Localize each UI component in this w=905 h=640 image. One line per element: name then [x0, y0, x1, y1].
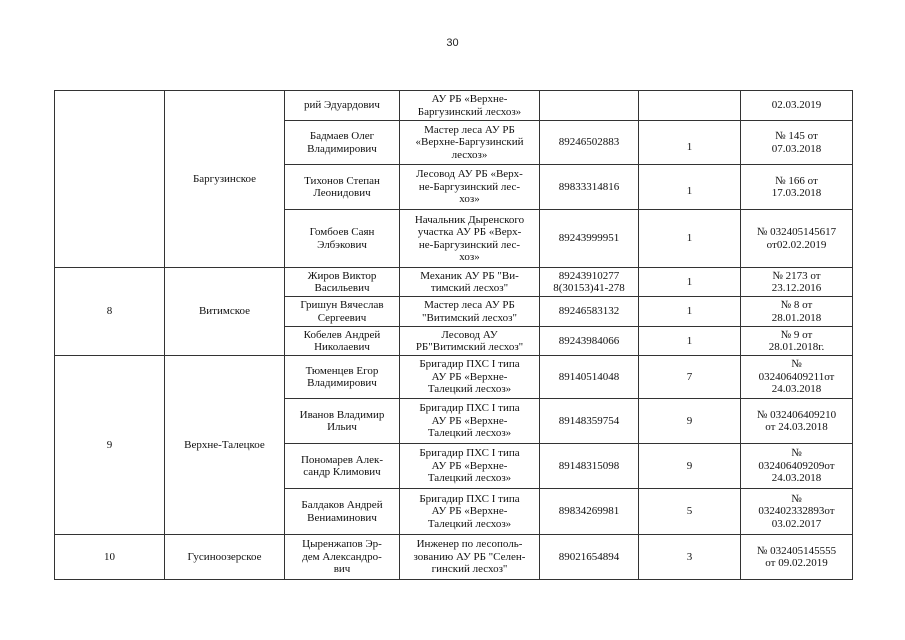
order-cell-line: № 166 от: [775, 174, 818, 187]
order-cell-line: № 8 от: [780, 299, 813, 311]
phone-cell-line: 89243999951: [558, 232, 620, 245]
phone-cell: [540, 121, 639, 165]
employee-name-cell-line: Тихонов Степан: [304, 174, 380, 187]
employee-name-cell-line: Кобелев Андрей: [303, 328, 381, 341]
employee-name-cell-line: Васильевич: [314, 282, 370, 294]
phone-cell-line: 89140514048: [558, 370, 620, 383]
staff-table: [54, 90, 853, 580]
position-cell: [400, 121, 540, 165]
order-cell-line: № 145 от: [775, 130, 818, 142]
position-cell-line: Бригадир ПХС I типа: [419, 492, 520, 505]
phone-cell: [540, 268, 639, 297]
employee-name-cell-line: Леонидович: [313, 187, 371, 199]
phone-cell: [540, 297, 639, 327]
position-cell-line: АУ РБ «Верхне-: [431, 505, 508, 518]
phone-cell: [540, 210, 639, 268]
phone-cell-line: 89246583132: [558, 305, 620, 318]
position-cell: [400, 327, 540, 356]
position-cell: [400, 165, 540, 210]
phone-cell-line: 89243910277: [558, 269, 620, 282]
table-row: [55, 535, 853, 580]
employee-name-cell-line: Владимирович: [307, 377, 377, 389]
employee-name-cell-line: Гомбоев Саян: [309, 226, 375, 238]
position-cell-line: АУ РБ «Верхне-: [431, 459, 508, 472]
employee-name-cell: [285, 356, 400, 399]
employee-name-cell-line: Цыренжапов Эр-: [302, 538, 382, 551]
employee-name-cell-line: Жиров Виктор: [307, 269, 377, 282]
district-cell: Баргузинское: [165, 91, 285, 268]
group-number-cell: [55, 91, 165, 268]
order-cell-line: от02.02.2019: [766, 238, 827, 251]
employee-name-cell-line: Вениаминович: [307, 511, 377, 524]
position-cell-line: Механик АУ РБ "Ви-: [420, 269, 519, 282]
employee-name-cell-line: Иванов Владимир: [299, 408, 385, 421]
position-cell-line: гинский лесхоз": [431, 563, 508, 576]
employee-name-cell: [285, 327, 400, 356]
order-cell-line: 28.01.2018г.: [768, 341, 825, 353]
employee-name-cell-line: Ильич: [327, 421, 357, 433]
order-cell-line: № 032405145555: [756, 544, 837, 557]
order-cell: [741, 268, 853, 297]
order-cell: [741, 489, 853, 535]
position-cell-line: АУ РБ «Верхне-: [431, 370, 508, 383]
table-row: [55, 268, 853, 297]
count-cell: 3: [639, 535, 741, 580]
position-cell-line: Талецкий лесхоз»: [427, 427, 512, 440]
employee-name-cell: [285, 535, 400, 580]
district-cell: Витимское: [165, 268, 285, 356]
position-cell-line: участка АУ РБ «Верх-: [417, 226, 522, 238]
position-cell-line: зованию АУ РБ "Селен-: [413, 550, 526, 563]
employee-name-cell-line: Сергеевич: [317, 311, 367, 324]
position-cell-line: Инженер по лесополь-: [416, 538, 523, 551]
phone-cell: [540, 489, 639, 535]
count-cell: 1: [639, 121, 741, 165]
phone-cell-line: 89834269981: [558, 505, 620, 518]
employee-name-cell-line: вич: [333, 563, 351, 576]
phone-cell: [540, 165, 639, 210]
position-cell-line: не-Баргузинский лес-: [418, 180, 521, 193]
order-cell: [741, 297, 853, 327]
count-cell: 5: [639, 489, 741, 535]
order-cell-line: 02.03.2019: [771, 99, 822, 112]
phone-cell-line: 89021654894: [558, 550, 620, 563]
order-cell: [741, 356, 853, 399]
group-number-cell: 9: [55, 356, 165, 535]
position-cell-line: хоз»: [459, 251, 480, 263]
employee-name-cell-line: рий Эдуардович: [304, 99, 380, 112]
order-cell-line: № 032406409210: [756, 408, 837, 421]
count-cell: 1: [639, 327, 741, 356]
position-cell-line: Талецкий лесхоз»: [427, 383, 512, 396]
order-cell-line: 03.02.2017: [771, 517, 822, 530]
employee-name-cell: [285, 165, 400, 210]
phone-cell-line: 89243984066: [558, 334, 620, 347]
position-cell: [400, 489, 540, 535]
count-cell: 9: [639, 444, 741, 489]
position-cell-line: Лесовод АУ РБ «Верх-: [416, 168, 523, 181]
position-cell-line: «Верхне-Баргузинский: [415, 136, 524, 149]
employee-name-cell-line: дем Александро-: [302, 550, 382, 563]
count-cell: 9: [639, 399, 741, 444]
position-cell: [400, 297, 540, 327]
position-cell-line: Мастер леса АУ РБ: [424, 123, 515, 136]
position-cell: [400, 444, 540, 489]
phone-cell: [540, 91, 639, 121]
order-cell-line: 17.03.2018: [771, 187, 822, 199]
order-cell-line: № 9 от: [780, 328, 813, 341]
employee-name-cell: [285, 210, 400, 268]
position-cell-line: Баргузинский лесхоз»: [417, 105, 522, 118]
position-cell: [400, 535, 540, 580]
order-cell-line: № 032405145617: [756, 226, 837, 238]
employee-name-cell: [285, 444, 400, 489]
phone-cell: [540, 535, 639, 580]
order-cell: [741, 327, 853, 356]
position-cell: [400, 91, 540, 121]
order-cell-line: 032406409209от: [758, 459, 835, 472]
position-cell-line: Лесовод АУ: [441, 328, 498, 341]
order-cell: [741, 210, 853, 268]
position-cell: [400, 356, 540, 399]
position-cell: [400, 268, 540, 297]
position-cell-line: не-Баргузинский лес-: [418, 238, 521, 251]
order-cell-line: 23.12.2016: [771, 282, 822, 294]
order-cell: [741, 165, 853, 210]
group-number-cell: 10: [55, 535, 165, 580]
phone-cell: [540, 399, 639, 444]
phone-cell: [540, 444, 639, 489]
employee-name-cell-line: Пономарев Алек-: [300, 453, 384, 466]
position-cell: [400, 399, 540, 444]
employee-name-cell-line: сандр Климович: [303, 466, 381, 478]
order-cell-line: №: [791, 492, 802, 505]
count-cell: 7: [639, 356, 741, 399]
position-cell-line: АУ РБ «Верхне-: [431, 93, 508, 105]
position-cell-line: лесхоз»: [451, 148, 488, 161]
order-cell: [741, 444, 853, 489]
employee-name-cell: [285, 121, 400, 165]
order-cell-line: 24.03.2018: [771, 383, 822, 396]
count-cell: 1: [639, 210, 741, 268]
phone-cell-line: 89148315098: [558, 459, 620, 472]
position-cell-line: Мастер леса АУ РБ: [424, 299, 515, 311]
order-cell-line: 032406409211от: [758, 370, 835, 383]
employee-name-cell: [285, 91, 400, 121]
employee-name-cell: [285, 489, 400, 535]
position-cell-line: "Витимский лесхоз": [422, 311, 517, 324]
order-cell-line: №: [791, 447, 802, 460]
employee-name-cell: [285, 399, 400, 444]
employee-name-cell-line: Элбэкович: [317, 238, 367, 251]
order-cell-line: 28.01.2018: [771, 311, 822, 324]
count-cell: 1: [639, 268, 741, 297]
order-cell-line: № 2173 от: [772, 269, 821, 282]
order-cell-line: №: [791, 358, 802, 371]
order-cell-line: от 09.02.2019: [765, 557, 828, 569]
employee-name-cell-line: Владимирович: [307, 142, 377, 155]
order-cell: [741, 535, 853, 580]
order-cell: [741, 91, 853, 121]
employee-name-cell: [285, 297, 400, 327]
phone-cell-line: 89246502883: [558, 136, 620, 149]
position-cell-line: Талецкий лесхоз»: [427, 472, 512, 485]
employee-name-cell-line: Николаевич: [314, 341, 370, 353]
table-row: [55, 356, 853, 399]
position-cell-line: тимский лесхоз": [430, 282, 509, 294]
group-number-cell: 8: [55, 268, 165, 356]
phone-cell-line: 89833314816: [558, 180, 620, 193]
count-cell: 1: [639, 297, 741, 327]
order-cell-line: от 24.03.2018: [765, 421, 828, 433]
position-cell-line: Начальник Дыренского: [414, 213, 525, 226]
table-row: [55, 91, 853, 121]
order-cell: [741, 121, 853, 165]
position-cell-line: АУ РБ «Верхне-: [431, 414, 508, 427]
order-cell-line: 07.03.2018: [771, 142, 822, 155]
employee-name-cell-line: Тюменцев Егор: [305, 364, 379, 377]
position-cell: [400, 210, 540, 268]
position-cell-line: хоз»: [459, 193, 480, 206]
position-cell-line: РБ"Витимский лесхоз": [415, 341, 524, 353]
order-cell: [741, 399, 853, 444]
position-cell-line: Талецкий лесхоз»: [427, 517, 512, 530]
count-cell: 1: [639, 165, 741, 210]
employee-name-cell-line: Бадмаев Олег: [309, 130, 375, 142]
page-number: 30: [446, 37, 459, 49]
position-cell-line: Бригадир ПХС I типа: [419, 447, 520, 460]
phone-cell: [540, 356, 639, 399]
position-cell-line: Бригадир ПХС I типа: [419, 402, 520, 415]
order-cell-line: 24.03.2018: [771, 472, 822, 485]
phone-cell: [540, 327, 639, 356]
phone-cell-line: 8(30153)41-278: [553, 282, 625, 294]
district-cell: Гусиноозерское: [165, 535, 285, 580]
count-cell: [639, 91, 741, 121]
position-cell-line: Бригадир ПХС I типа: [419, 358, 520, 371]
phone-cell-line: 89148359754: [558, 414, 620, 427]
employee-name-cell-line: Гришун Вячеслав: [300, 299, 384, 311]
employee-name-cell: [285, 268, 400, 297]
order-cell-line: 032402332893от: [758, 505, 835, 518]
district-cell: Верхне-Талецкое: [165, 356, 285, 535]
employee-name-cell-line: Балдаков Андрей: [301, 499, 383, 511]
